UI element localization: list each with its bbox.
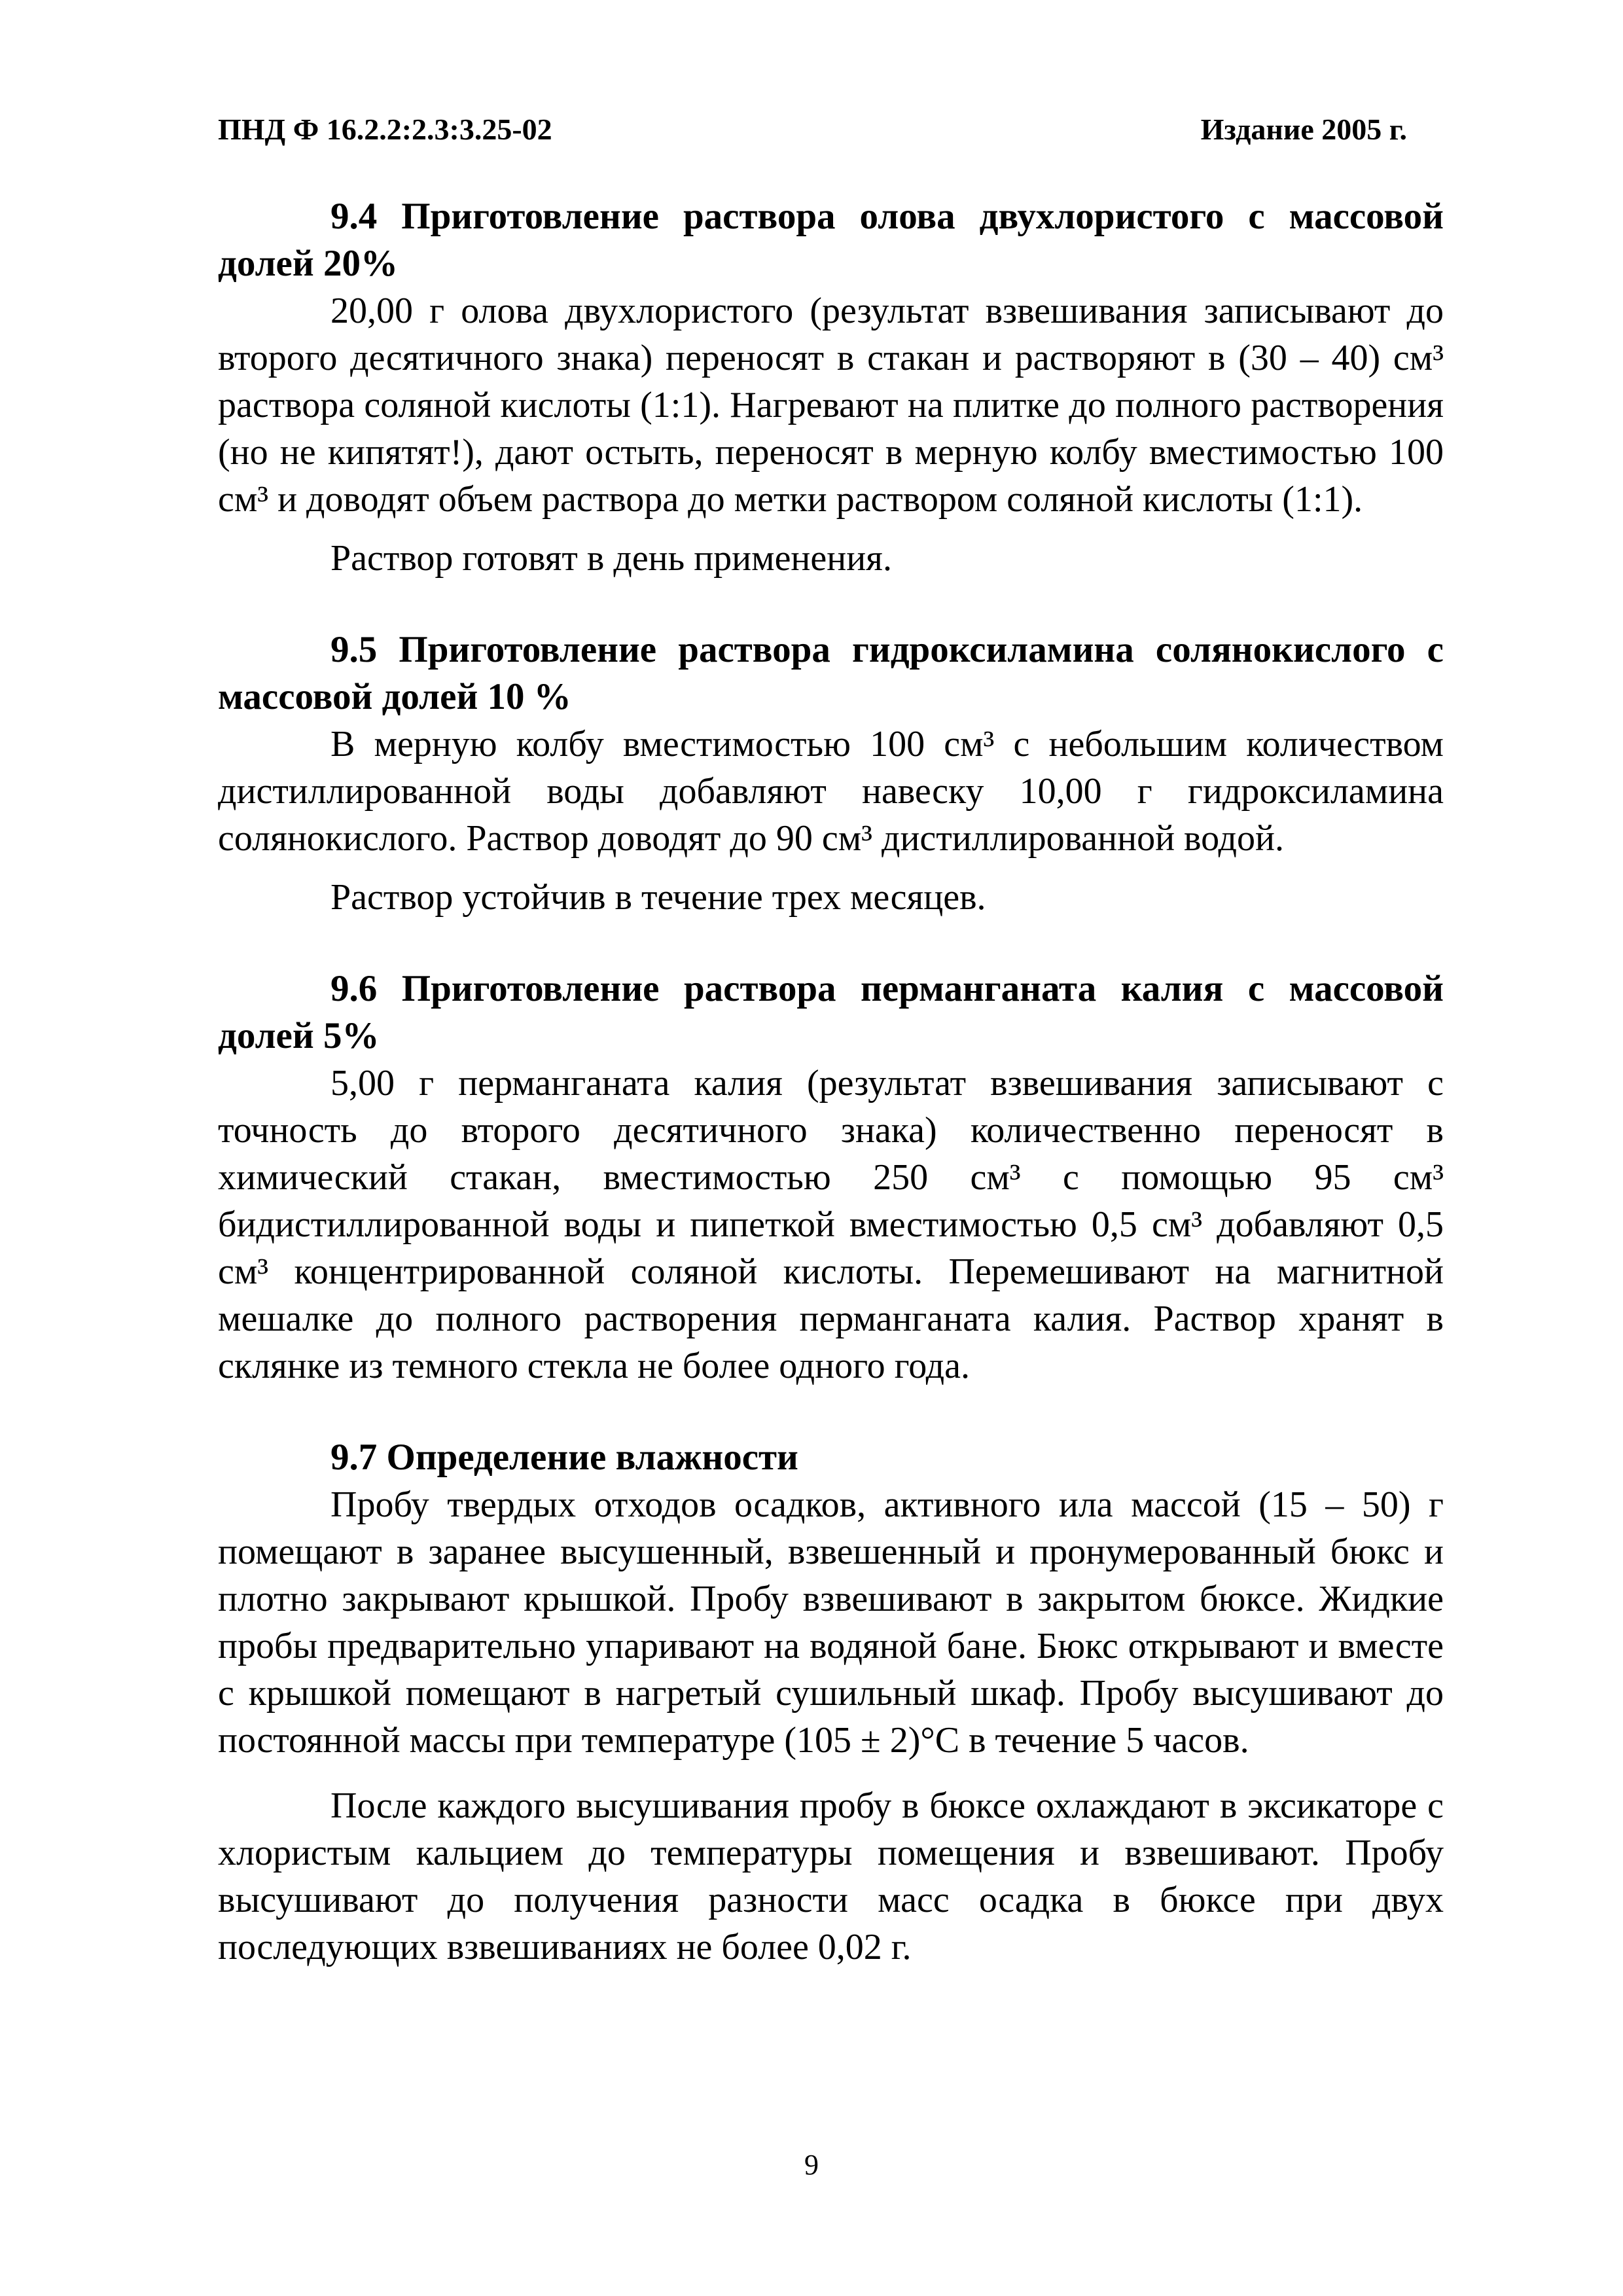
- section-paragraph: В мерную колбу вместимостью 100 см³ с небольшим количеством дистиллированной воды добавляют навеску 10,00 г гидроксиламина солянокислого. Раствор доводят до 90 см³ дистиллированной водой.: [218, 724, 1444, 859]
- document-code: ПНД Ф 16.2.2:2.3:3.25-02: [218, 113, 552, 146]
- page-number: 9: [804, 2149, 819, 2181]
- section-9-4: [218, 193, 1444, 582]
- section-paragraph: Раствор готовят в день применения.: [330, 538, 892, 579]
- page-content: [218, 193, 1444, 1971]
- section-9-5: [218, 626, 1444, 921]
- section-9-6: [218, 965, 1444, 1390]
- edition-label: Издание 2005 г.: [1200, 113, 1407, 146]
- section-heading: 9.5 Приготовление раствора гидроксиламина солянокислого с массовой долей 10 %: [218, 629, 1444, 717]
- section-9-7: [218, 1434, 1444, 1971]
- page-header: [218, 110, 1407, 149]
- section-paragraph: Раствор устойчив в течение трех месяцев.: [330, 877, 986, 918]
- section-paragraph: После каждого высушивания пробу в бюксе охлаждают в эксикаторе с хлористым кальцием до температуры помещения и взвешивают. Пробу высушивают до получения разности масс осадка в бюксе при двух последующих взвешиваниях не более 0,02 г.: [218, 1785, 1444, 1967]
- section-heading: 9.4 Приготовление раствора олова двухлористого с массовой долей 20%: [218, 196, 1444, 284]
- section-paragraph: 20,00 г олова двухлористого (результат взвешивания записывают до второго десятичного знака) переносят в стакан и растворяют в (30 – 40) см³ раствора соляной кислоты (1:1). Нагревают на плитке до полного растворения (но не кипятят!), дают остыть, переносят в мерную колбу вместимостью 100 см³ и доводят объем раствора до метки раствором соляной кислоты (1:1).: [218, 291, 1444, 520]
- section-paragraph: 5,00 г перманганата калия (результат взвешивания записывают с точность до второго десятичного знака) количественно переносят в химический стакан, вместимостью 250 см³ с помощью 95 см³ бидистиллированной воды и пипеткой вместимостью 0,5 см³ добавляют 0,5 см³ концентрированной соляной кислоты. Перемешивают на магнитной мешалке до полного растворения перманганата калия. Раствор хранят в склянке из темного стекла не более одного года.: [218, 1063, 1444, 1386]
- section-paragraph: Пробу твердых отходов осадков, активного ила массой (15 – 50) г помещают в заранее высушенный, взвешенный и пронумерованный бюкс и плотно закрывают крышкой. Пробу взвешивают в закрытом бюксе. Жидкие пробы предварительно упаривают на водяной бане. Бюкс открывают и вместе с крышкой помещают в нагретый сушильный шкаф. Пробу высушивают до постоянной массы при температуре (105 ± 2)°С в течение 5 часов.: [218, 1484, 1444, 1761]
- section-heading: 9.7 Определение влажности: [330, 1437, 798, 1478]
- section-heading: 9.6 Приготовление раствора перманганата калия с массовой долей 5%: [218, 968, 1444, 1056]
